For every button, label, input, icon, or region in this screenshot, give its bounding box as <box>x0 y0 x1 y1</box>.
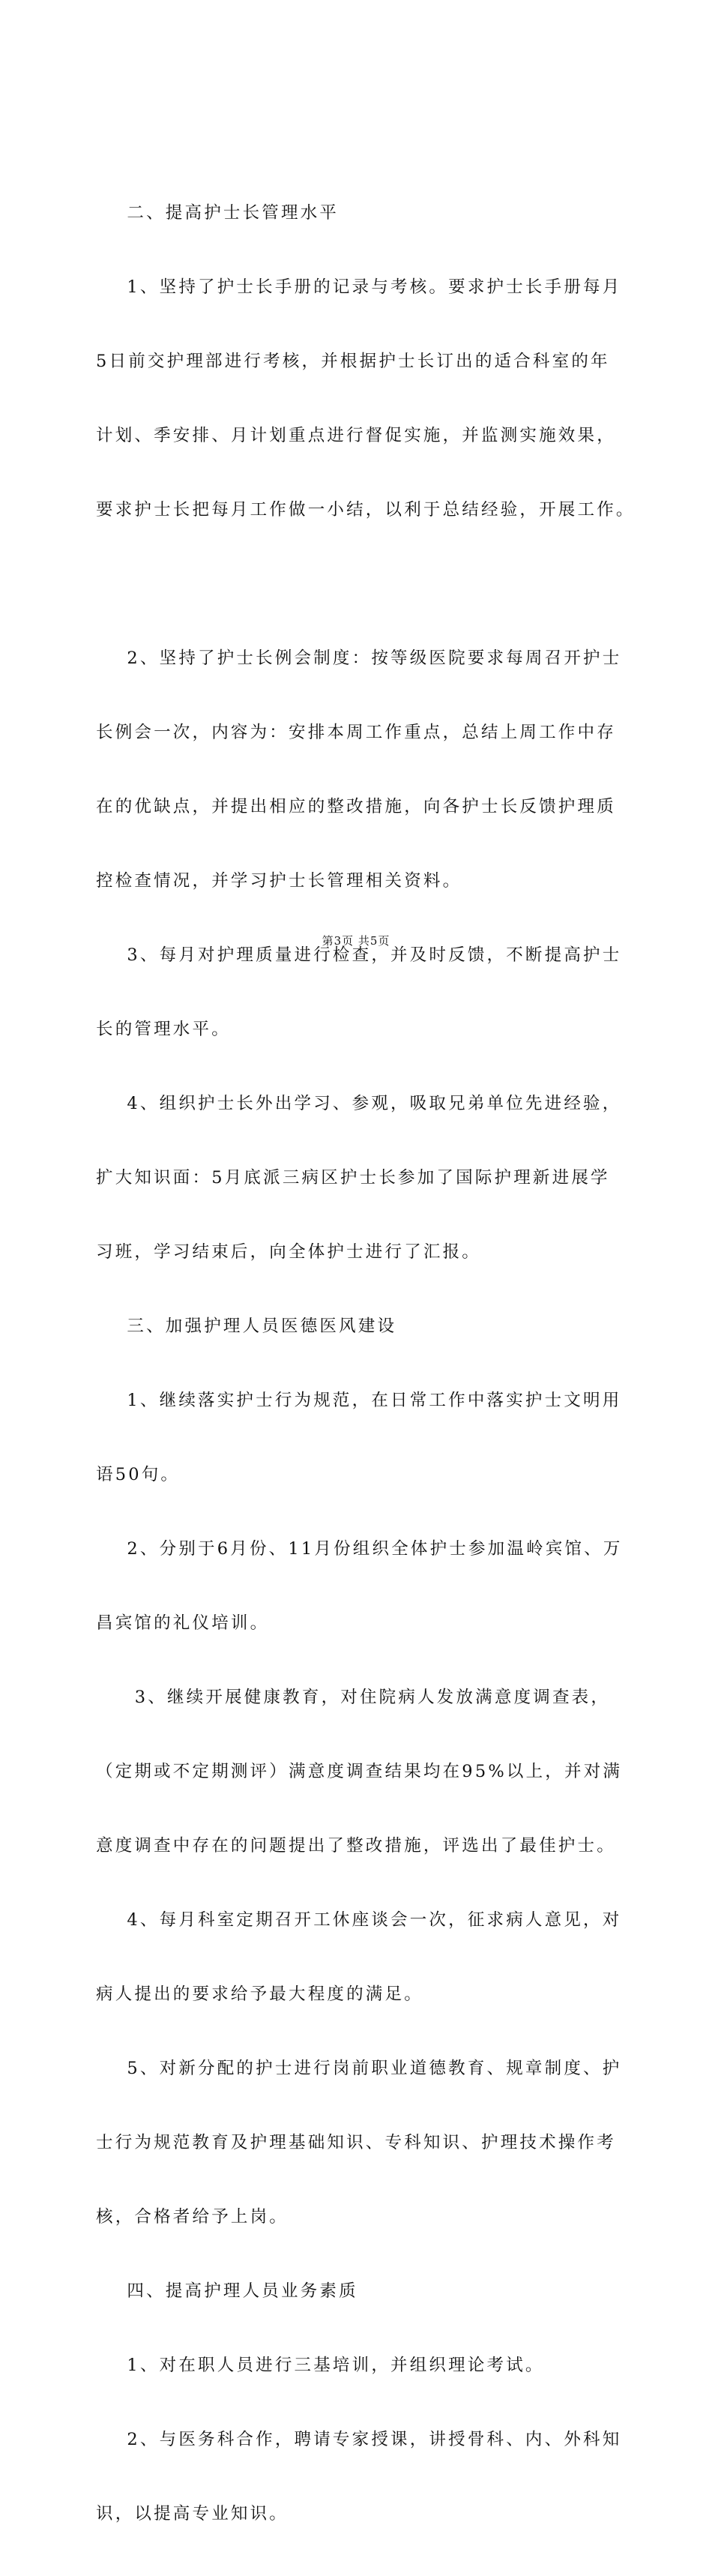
text-line: 核，合格者给予上岗。 <box>96 2207 289 2227</box>
text-line: 昌宾馆的礼仪培训。 <box>96 1613 270 1633</box>
text-line: 控检查情况，并学习护士长管理相关资料。 <box>96 871 462 891</box>
text-line: 要求护士长把每月工作做一小结，以利于总结经验，开展工作。 <box>96 500 636 520</box>
text-line: 识，以提高专业知识。 <box>96 2504 289 2524</box>
text-line: 在的优缺点，并提出相应的整改措施，向各护士长反馈护理质 <box>96 797 616 816</box>
text-line: 2、与医务科合作，聘请专家授课，讲授骨科、内、外科知 <box>96 2430 622 2449</box>
section-heading: 四、提高护理人员业务素质 <box>96 2281 358 2301</box>
text-line: 1、继续落实护士行为规范，在日常工作中落实护士文明用 <box>96 1391 622 1410</box>
section-heading: 三、加强护理人员医德医风建设 <box>96 1316 397 1336</box>
page-number-label: 第3页 共5页 <box>322 934 390 948</box>
text-line: 2、坚持了护士长例会制度：按等级医院要求每周召开护士 <box>96 648 622 668</box>
text-line: 2、分别于6月份、11月份组织全体护士参加温岭宾馆、万 <box>96 1539 623 1559</box>
text-line: 语50句。 <box>96 1465 181 1484</box>
text-line: 5日前交护理部进行考核，并根据护士长订出的适合科室的年 <box>96 352 610 371</box>
text-line: 二、提高护士长管理水平 <box>96 203 340 223</box>
blank-line <box>96 572 628 597</box>
text-line: 5、对新分配的护士进行岗前职业道德教育、规章制度、护 <box>96 2059 622 2078</box>
page-footer <box>0 933 712 948</box>
text-line: 计划、季安排、月计划重点进行督促实施，并监测实施效果， <box>96 426 616 445</box>
text-line: （定期或不定期测评）满意度调查结果均在95%以上，并对满 <box>96 1762 623 1781</box>
text-line: 3、每月对护理质量进行检查，并及时反馈，不断提高护士 <box>96 945 622 965</box>
body-paragraphs <box>96 151 636 2576</box>
text-line: 1、坚持了护士长手册的记录与考核。要求护士长手册每月 <box>96 277 622 297</box>
text-line: 长的管理水平。 <box>96 1020 231 1039</box>
text-line: 4、每月科室定期召开工休座谈会一次，征求病人意见，对 <box>96 1910 622 1930</box>
text-line: 扩大知识面：5月底派三病区护士长参加了国际护理新进展学 <box>96 1168 610 1188</box>
text-line: 3、继续开展健康教育，对住院病人发放满意度调查表， <box>96 1688 611 1707</box>
text-line: 4、组织护士长外出学习、参观，吸取兄弟单位先进经验， <box>96 1094 622 1113</box>
text-line: 1、对在职人员进行三基培训，并组织理论考试。 <box>96 2356 545 2375</box>
text-line: 病人提出的要求给予最大程度的满足。 <box>96 1984 423 2004</box>
text-line: 意度调查中存在的问题提出了整改措施，评选出了最佳护士。 <box>96 1836 616 1856</box>
document-body <box>96 151 636 2576</box>
text-line: 士行为规范教育及护理基础知识、专科知识、护理技术操作考 <box>96 2133 616 2152</box>
text-line: 习班，学习结束后，向全体护士进行了汇报。 <box>96 1242 482 1262</box>
text-line: 长例会一次，内容为：安排本周工作重点，总结上周工作中存 <box>96 723 616 742</box>
